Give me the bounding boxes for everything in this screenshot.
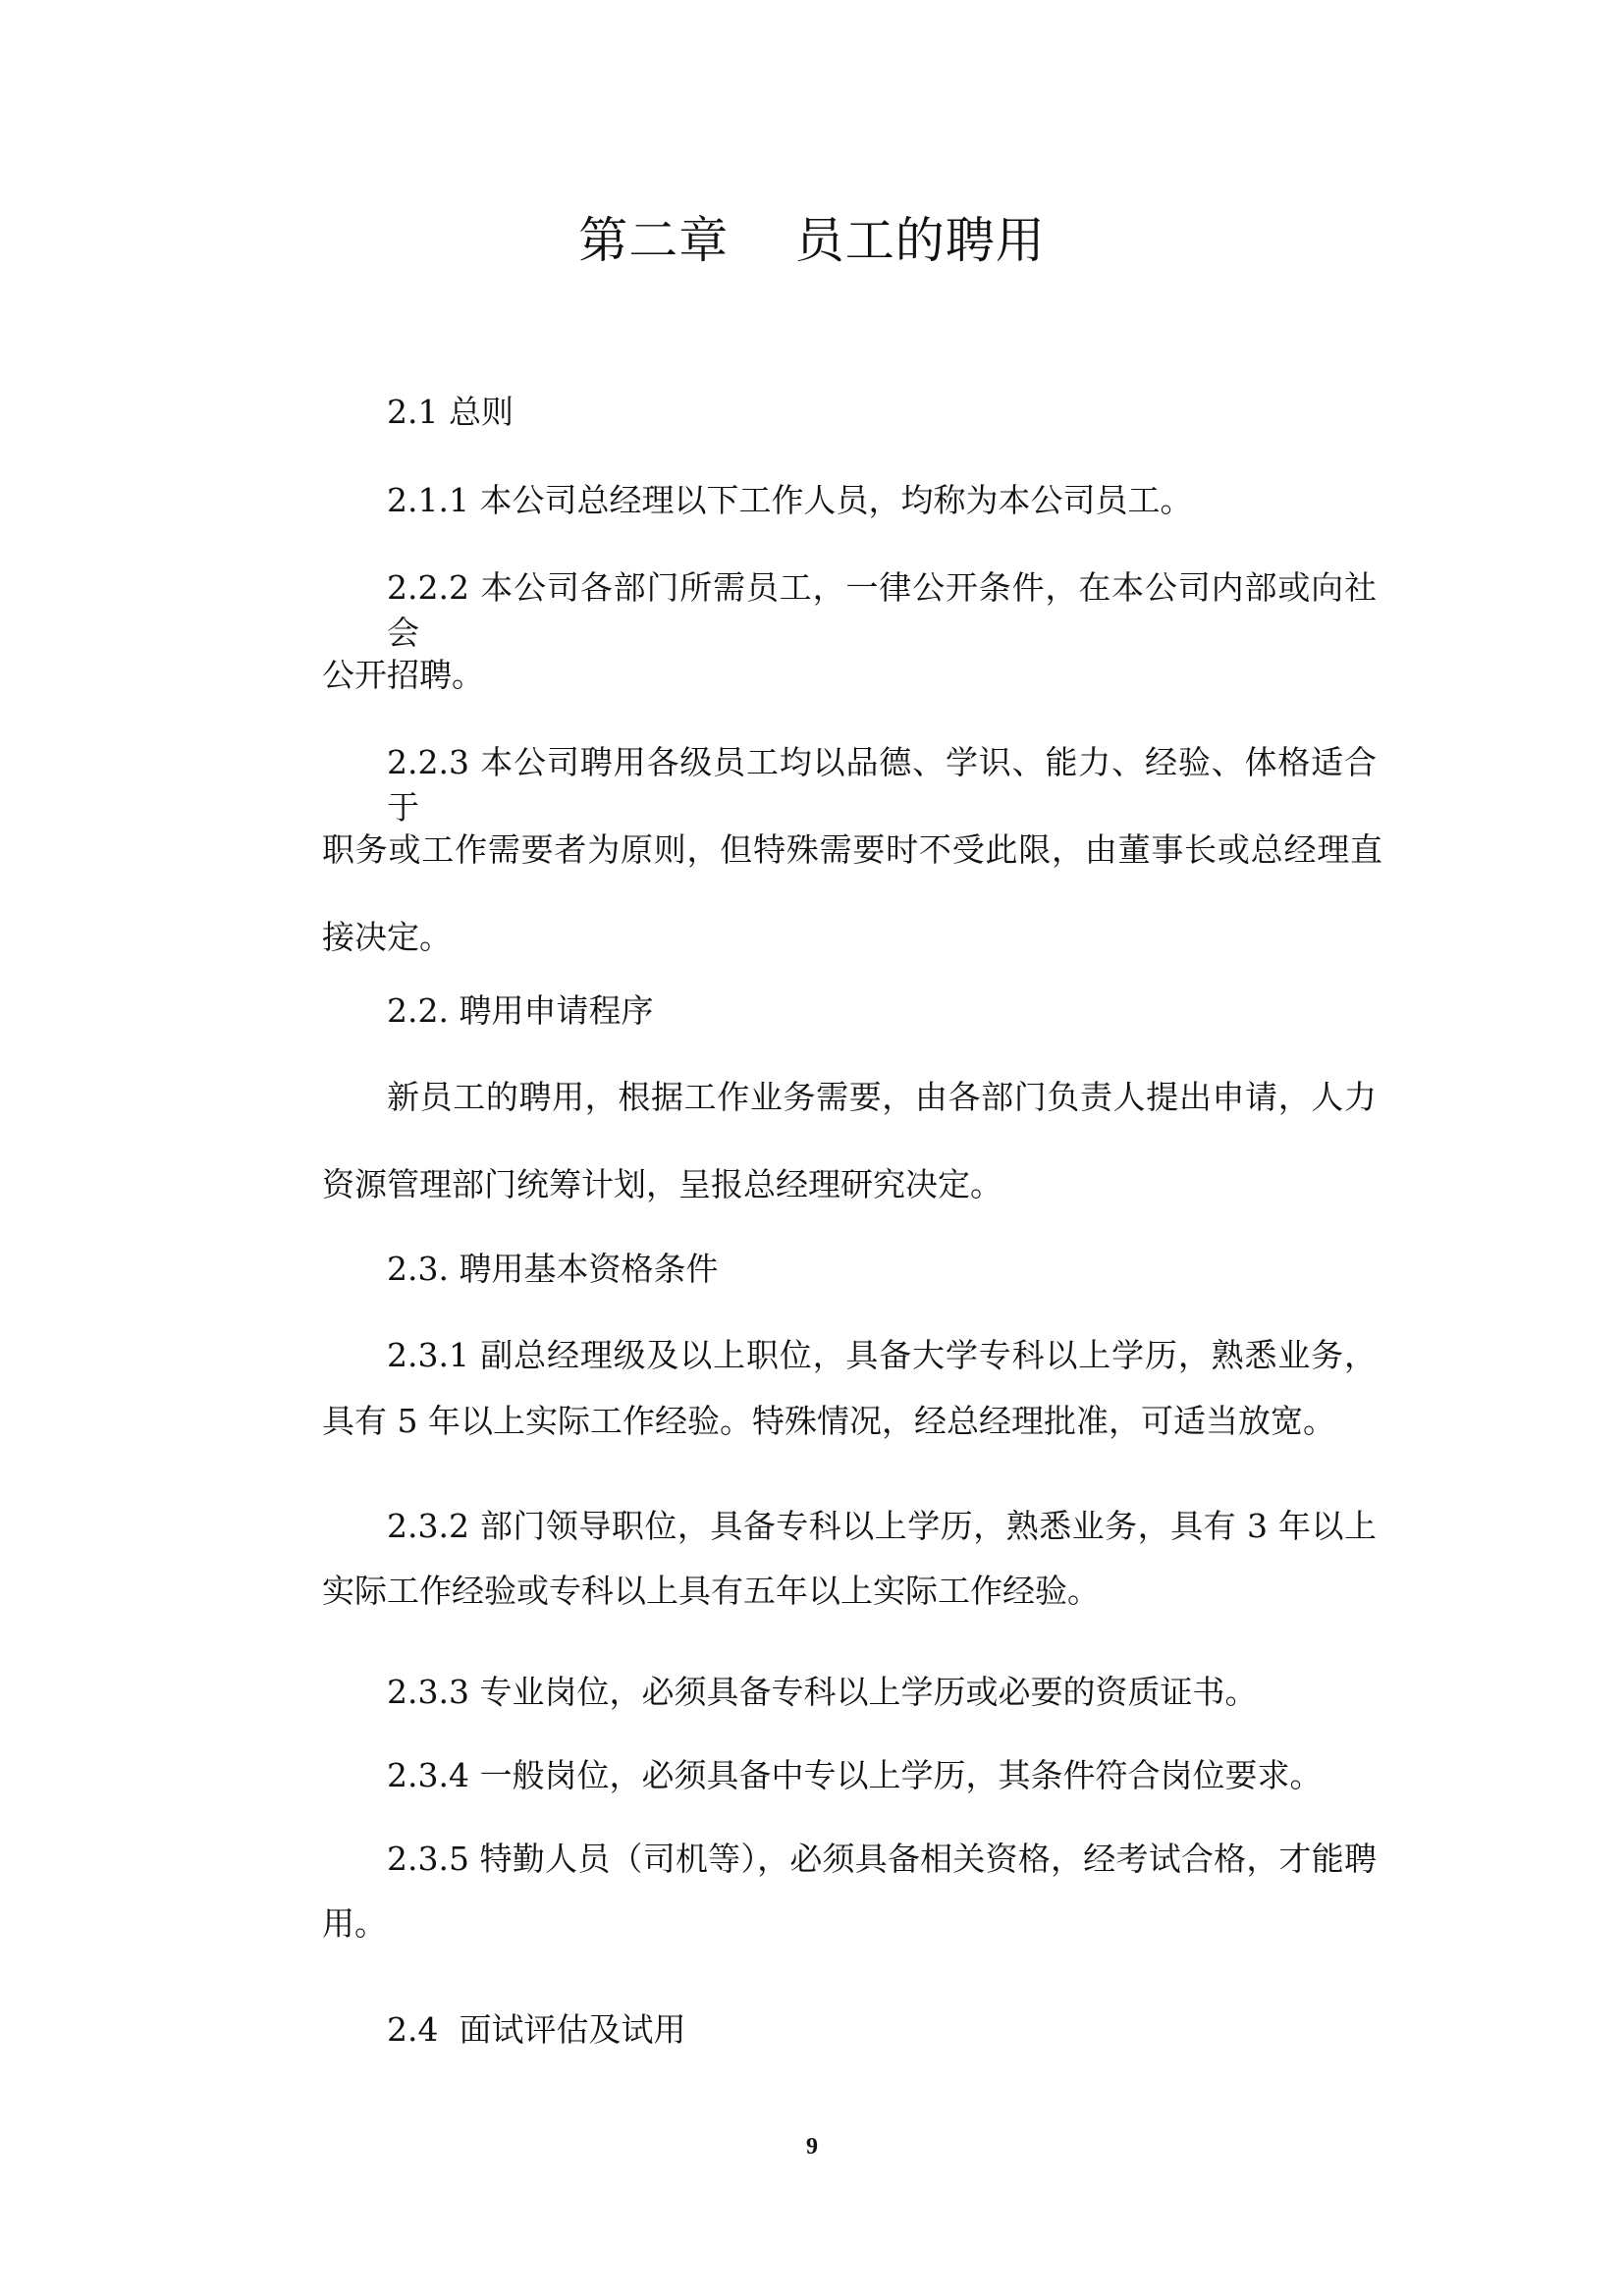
clause-2-2-2-line-2: 公开招聘。 — [322, 656, 484, 694]
section-heading-2-1: 2.1 总则 — [387, 393, 514, 431]
clause-2-3-1-line-1: 2.3.1 副总经理级及以上职位，具备大学专科以上学历，熟悉业务， — [387, 1336, 1377, 1374]
page-number: 9 — [806, 2134, 818, 2160]
clause-2-3-1-line-2: 具有 5 年以上实际工作经验。特殊情况，经总经理批准，可适当放宽。 — [322, 1402, 1335, 1440]
clause-2-2-3-line-1: 2.2.3 本公司聘用各级员工均以品德、学识、能力、经验、体格适合于 — [387, 743, 1377, 827]
clause-2-2-3-line-2: 职务或工作需要者为原则，但特殊需要时不受此限，由董事长或总经理直 — [322, 830, 1382, 869]
clause-2-1-1: 2.1.1 本公司总经理以下工作人员，均称为本公司员工。 — [387, 481, 1193, 519]
section-heading-2-4: 2.4 面试评估及试用 — [387, 2010, 686, 2049]
chapter-title: 第二章 员工的聘用 — [578, 212, 1046, 269]
clause-2-3-2-line-1: 2.3.2 部门领导职位，具备专科以上学历，熟悉业务，具有 3 年以上 — [387, 1507, 1377, 1545]
clause-2-3-4: 2.3.4 一般岗位，必须具备中专以上学历，其条件符合岗位要求。 — [387, 1756, 1323, 1794]
paragraph-hiring-line-1: 新员工的聘用，根据工作业务需要，由各部门负责人提出申请，人力 — [387, 1078, 1377, 1116]
paragraph-hiring-line-2: 资源管理部门统筹计划，呈报总经理研究决定。 — [322, 1165, 1002, 1203]
clause-2-2-2-line-1: 2.2.2 本公司各部门所需员工，一律公开条件，在本公司内部或向社会 — [387, 568, 1377, 652]
clause-2-3-5-line-1: 2.3.5 特勤人员（司机等），必须具备相关资格，经考试合格，才能聘 — [387, 1840, 1377, 1878]
clause-2-3-2-line-2: 实际工作经验或专科以上具有五年以上实际工作经验。 — [322, 1572, 1100, 1610]
clause-2-2-3-line-3: 接决定。 — [322, 918, 452, 956]
section-heading-2-3: 2.3. 聘用基本资格条件 — [387, 1250, 719, 1288]
clause-2-3-5-line-2: 用。 — [322, 1904, 387, 1943]
clause-2-3-3: 2.3.3 专业岗位，必须具备专科以上学历或必要的资质证书。 — [387, 1673, 1258, 1711]
section-heading-2-2: 2.2. 聘用申请程序 — [387, 991, 654, 1030]
